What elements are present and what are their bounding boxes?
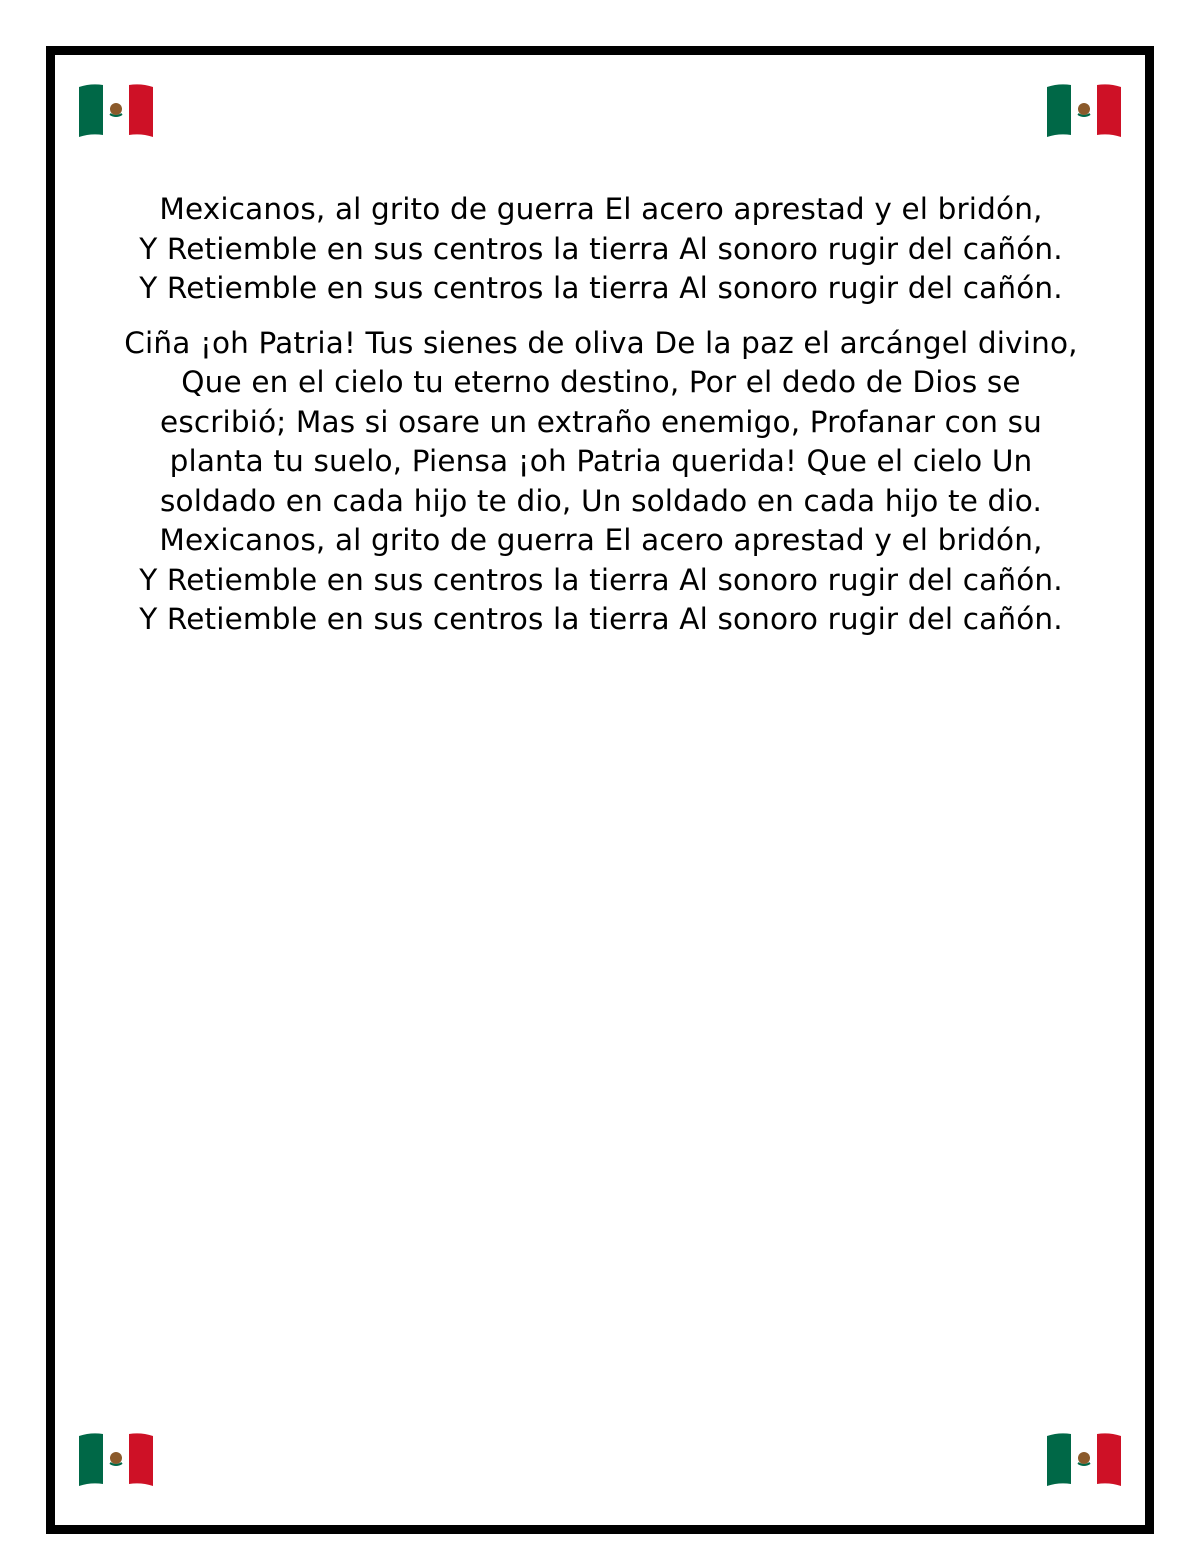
stanza-paragraph: Ciña ¡oh Patria! Tus sienes de oliva De la paz el arcángel divino, Que en el cielo tu eterno destino, Por el dedo de Dios se escribió; Mas si osare un extraño enemigo, Profanar con su planta tu suelo, Piensa ¡oh Patria querida! Que el cielo Un soldado en cada hijo te dio, Un soldado en cada hijo te dio. xyxy=(124,325,1078,518)
chorus-line: Mexicanos, al grito de guerra El acero aprestad y el bridón, xyxy=(159,523,1043,557)
stanza-spacer xyxy=(118,309,1084,324)
chorus-line: Mexicanos, al grito de guerra El acero aprestad y el bridón, xyxy=(159,192,1043,226)
chorus-line: Y Retiemble en sus centros la tierra Al sonoro rugir del cañón. xyxy=(139,231,1063,266)
chorus-line: Y Retiemble en sus centros la tierra Al sonoro rugir del cañón. xyxy=(139,271,1063,305)
mexico-flag-icon xyxy=(1045,1430,1123,1488)
chorus xyxy=(118,521,1084,640)
chorus-line: Y Retiemble en sus centros la tierra Al sonoro rugir del cañón. xyxy=(139,562,1063,597)
mexico-flag-icon xyxy=(77,1430,155,1488)
chorus-line: Y Retiemble en sus centros la tierra Al sonoro rugir del cañón. xyxy=(139,602,1063,636)
chorus xyxy=(118,190,1084,309)
mexico-flag-icon xyxy=(77,81,155,139)
mexico-flag-icon xyxy=(1045,81,1123,139)
anthem-lyrics xyxy=(118,190,1084,640)
